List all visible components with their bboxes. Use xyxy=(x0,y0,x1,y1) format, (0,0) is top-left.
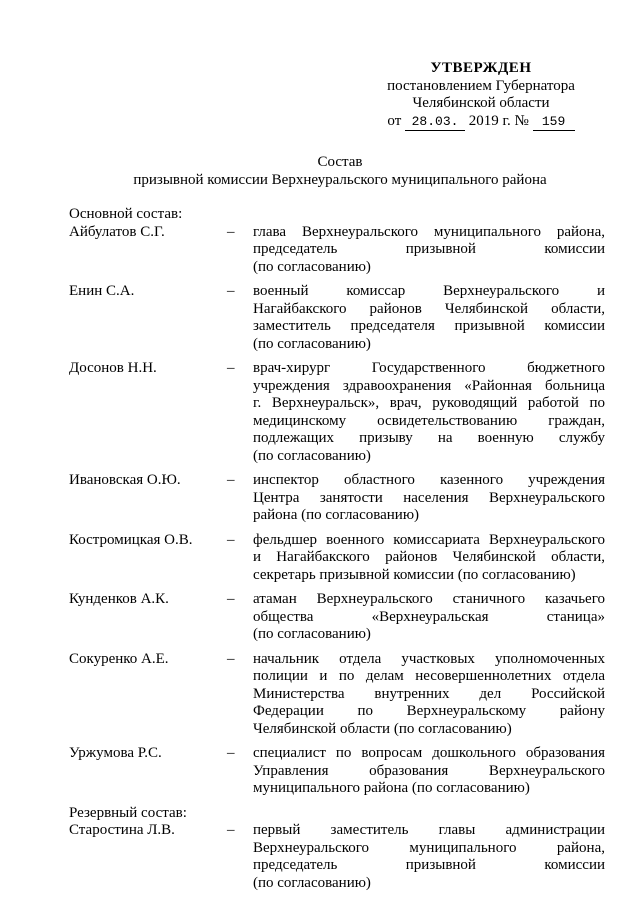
member-dash: – xyxy=(227,472,235,488)
approval-heading: УТВЕРЖДЕН xyxy=(430,60,532,76)
member-duty-line: медицинскому освидетельствованию граждан, xyxy=(253,412,605,429)
member-name: Кунденков А.К. xyxy=(69,591,169,607)
commission-roster xyxy=(69,206,605,899)
member-duty xyxy=(253,283,605,353)
member-duty-line: председатель призывной комиссии xyxy=(253,857,605,873)
approval-date-line xyxy=(372,113,590,132)
member-row xyxy=(69,745,605,798)
date-value: 28.03. xyxy=(405,113,465,132)
member-duty-line: Центра занятости населения Верхнеуральского xyxy=(253,489,605,506)
member-duty-line: и Нагайбакского районов Челябинской области, xyxy=(253,549,605,565)
member-name: Айбулатов С.Г. xyxy=(69,223,165,240)
member-dash: – xyxy=(227,745,235,761)
approval-line-1: постановлением Губернатора xyxy=(387,77,575,94)
member-duty-line: Верхнеуральского муниципального района, xyxy=(253,839,605,856)
member-duty-line: начальник отдела участковых уполномоченных xyxy=(253,650,605,667)
member-row xyxy=(69,822,605,892)
member-duty-line: глава Верхнеуральского муниципального района, xyxy=(253,223,605,240)
member-dash: – xyxy=(227,531,235,548)
reserve-section-label: Резервный состав: xyxy=(69,804,187,821)
member-name: Костромицкая О.В. xyxy=(69,531,193,548)
reserve-members-list xyxy=(69,822,605,892)
member-duty-line: (по согласованию) xyxy=(253,335,371,352)
member-name: Ивановская О.Ю. xyxy=(69,472,181,488)
member-row xyxy=(69,472,605,525)
member-duty-line: района (по согласованию) xyxy=(253,507,420,523)
member-duty-line: (по согласованию) xyxy=(253,626,371,642)
member-dash: – xyxy=(227,223,235,240)
member-dash: – xyxy=(227,650,235,667)
member-duty xyxy=(253,472,605,525)
main-members-list xyxy=(69,224,605,798)
member-name: Сокуренко А.Е. xyxy=(69,650,169,667)
approval-block xyxy=(372,60,590,131)
year-text: 2019 г. № xyxy=(468,112,529,129)
member-duty-line: Управления образования Верхнеуральского xyxy=(253,762,605,779)
member-duty xyxy=(253,591,605,644)
member-row xyxy=(69,532,605,585)
member-duty xyxy=(253,532,605,585)
member-dash: – xyxy=(227,591,235,607)
member-duty-line: полиции и по делам несовершеннолетних отдела xyxy=(253,668,605,684)
member-duty-line: первый заместитель главы администрации xyxy=(253,822,605,838)
member-duty-line: Нагайбакского районов Челябинской области, xyxy=(253,300,605,317)
member-duty-line: (по согласованию) xyxy=(253,258,371,275)
member-duty-line: (по согласованию) xyxy=(253,447,371,464)
member-duty-line: военный комиссар Верхнеуральского и xyxy=(253,283,605,299)
member-duty-line: врач-хирург Государственного бюджетного xyxy=(253,360,605,376)
member-row xyxy=(69,651,605,739)
member-duty-line: Федерации по Верхнеуральскому району xyxy=(253,703,605,719)
member-duty-line: г. Верхнеуральск», врач, руководящий работой по xyxy=(253,395,605,411)
member-duty-line: атаман Верхнеуральского станичного казачьего xyxy=(253,591,605,607)
member-duty-line: муниципального района (по согласованию) xyxy=(253,780,530,796)
member-row xyxy=(69,224,605,277)
member-duty-line: специалист по вопросам дошкольного образования xyxy=(253,745,605,761)
member-duty-line: заместитель председателя призывной комиссии xyxy=(253,318,605,334)
date-prefix: от xyxy=(387,112,402,129)
member-duty xyxy=(253,224,605,277)
member-duty-line: Челябинской области (по согласованию) xyxy=(253,720,512,737)
member-name: Енин С.А. xyxy=(69,283,135,299)
member-row xyxy=(69,360,605,465)
member-duty-line: председатель призывной комиссии xyxy=(253,241,605,257)
member-duty xyxy=(253,651,605,739)
member-dash: – xyxy=(227,283,235,299)
member-duty-line: инспектор областного казенного учреждения xyxy=(253,472,605,488)
member-duty xyxy=(253,822,605,892)
member-duty-line: секретарь призывной комиссии (по согласованию) xyxy=(253,566,576,583)
member-duty-line: Министерства внутренних дел Российской xyxy=(253,685,605,702)
member-duty xyxy=(253,745,605,798)
member-duty-line: фельдшер военного комиссариата Верхнеуральского xyxy=(253,531,605,548)
member-row xyxy=(69,591,605,644)
member-dash: – xyxy=(227,360,235,376)
member-duty-line: учреждения здравоохранения «Районная больница xyxy=(253,377,605,394)
member-duty xyxy=(253,360,605,465)
document-title xyxy=(60,153,620,189)
member-name: Досонов Н.Н. xyxy=(69,360,157,376)
member-duty-line: общества «Верхнеуральская станица» xyxy=(253,608,605,625)
member-duty-line: (по согласованию) xyxy=(253,874,371,891)
member-name: Старостина Л.В. xyxy=(69,822,175,838)
main-section-label: Основной состав: xyxy=(69,206,183,222)
member-row xyxy=(69,283,605,353)
member-duty-line: подлежащих призыву на военную службу xyxy=(253,430,605,446)
approval-line-2: Челябинской области xyxy=(412,95,550,111)
decree-number: 159 xyxy=(533,113,575,132)
title-line-1: Состав xyxy=(317,154,363,170)
title-line-2: призывной комиссии Верхнеуральского муниципального района xyxy=(133,172,547,188)
member-name: Уржумова Р.С. xyxy=(69,745,162,761)
member-dash: – xyxy=(227,822,235,838)
